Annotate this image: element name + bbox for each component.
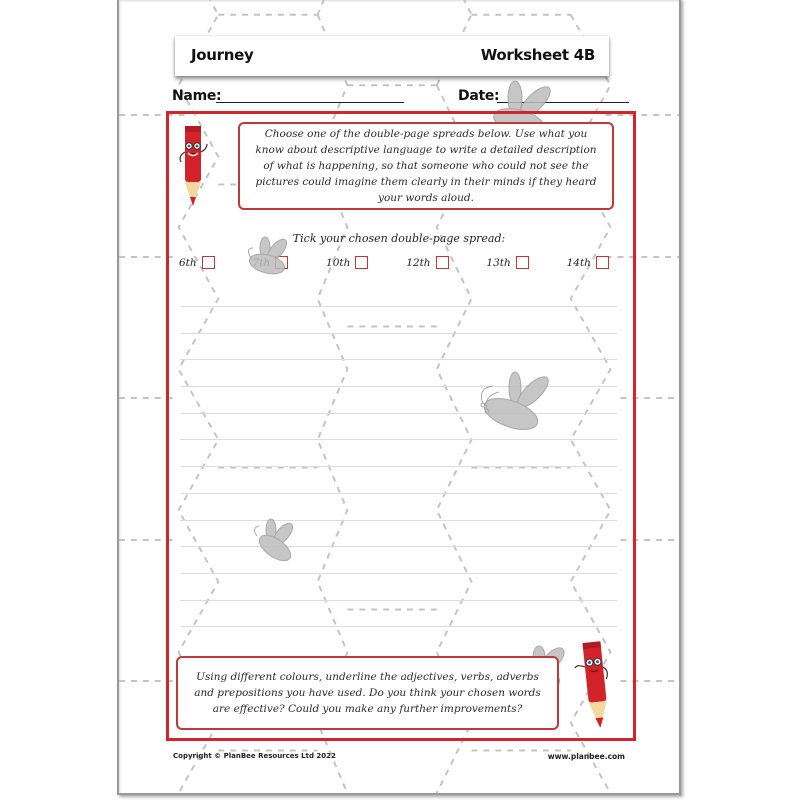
- worksheet-title: Journey: [191, 46, 254, 64]
- reflection-callout: [176, 656, 559, 730]
- spread-option-6th[interactable]: [179, 256, 215, 269]
- instructions-text: Choose one of the double-page spreads below. Use what you know about descriptive language to write a detailed description of what is happening, so that someone who could not see the pictures could imagine them clearly in their minds if they heard your words aloud.: [255, 128, 597, 204]
- name-field[interactable]: [216, 102, 404, 103]
- option-label: 14th: [566, 256, 591, 269]
- spread-option-12th[interactable]: [406, 256, 448, 269]
- option-label: 12th: [406, 256, 431, 269]
- spread-option-14th[interactable]: [567, 256, 609, 269]
- bee-watermark-icon: [467, 370, 557, 440]
- bee-watermark-icon: [237, 236, 297, 278]
- option-label: 10th: [326, 256, 351, 269]
- option-label: 13th: [486, 256, 511, 269]
- spread-option-13th[interactable]: [486, 256, 528, 269]
- writing-line[interactable]: [180, 600, 617, 627]
- pencil-mascot-icon: [175, 122, 215, 212]
- reflection-text: Using different colours, underline the adjectives, verbs, adverbs and prepositions you have used. Do you think your chosen words are effective? Could you make any further improvements?: [194, 671, 541, 715]
- writing-line[interactable]: [180, 493, 617, 520]
- worksheet-number: Worksheet 4B: [480, 46, 595, 64]
- writing-line[interactable]: [180, 333, 617, 360]
- checkbox[interactable]: [516, 256, 529, 269]
- website-link[interactable]: www.planbee.com: [547, 752, 625, 761]
- writing-line[interactable]: [180, 573, 617, 600]
- pencil-mascot-icon: [573, 638, 619, 734]
- writing-line[interactable]: [180, 439, 617, 466]
- writing-line[interactable]: [180, 626, 617, 628]
- checkbox[interactable]: [436, 256, 449, 269]
- writing-line[interactable]: [180, 466, 617, 493]
- date-label: Date:: [458, 88, 500, 104]
- checkbox[interactable]: [355, 256, 368, 269]
- tick-instruction: Tick your chosen double-page spread:: [292, 232, 506, 245]
- worksheet-page: [117, 0, 681, 795]
- writing-area[interactable]: [180, 306, 617, 628]
- name-label: Name:: [172, 88, 222, 104]
- instructions-callout: [238, 122, 614, 210]
- checkbox[interactable]: [596, 256, 609, 269]
- writing-line[interactable]: [180, 306, 617, 333]
- header-banner: [175, 36, 609, 76]
- checkbox[interactable]: [202, 256, 215, 269]
- copyright-text: Copyright © PlanBee Resources Ltd 2022: [173, 752, 336, 760]
- option-label: 6th: [179, 256, 197, 269]
- bee-watermark-icon: [241, 518, 301, 562]
- spread-option-10th[interactable]: [326, 256, 368, 269]
